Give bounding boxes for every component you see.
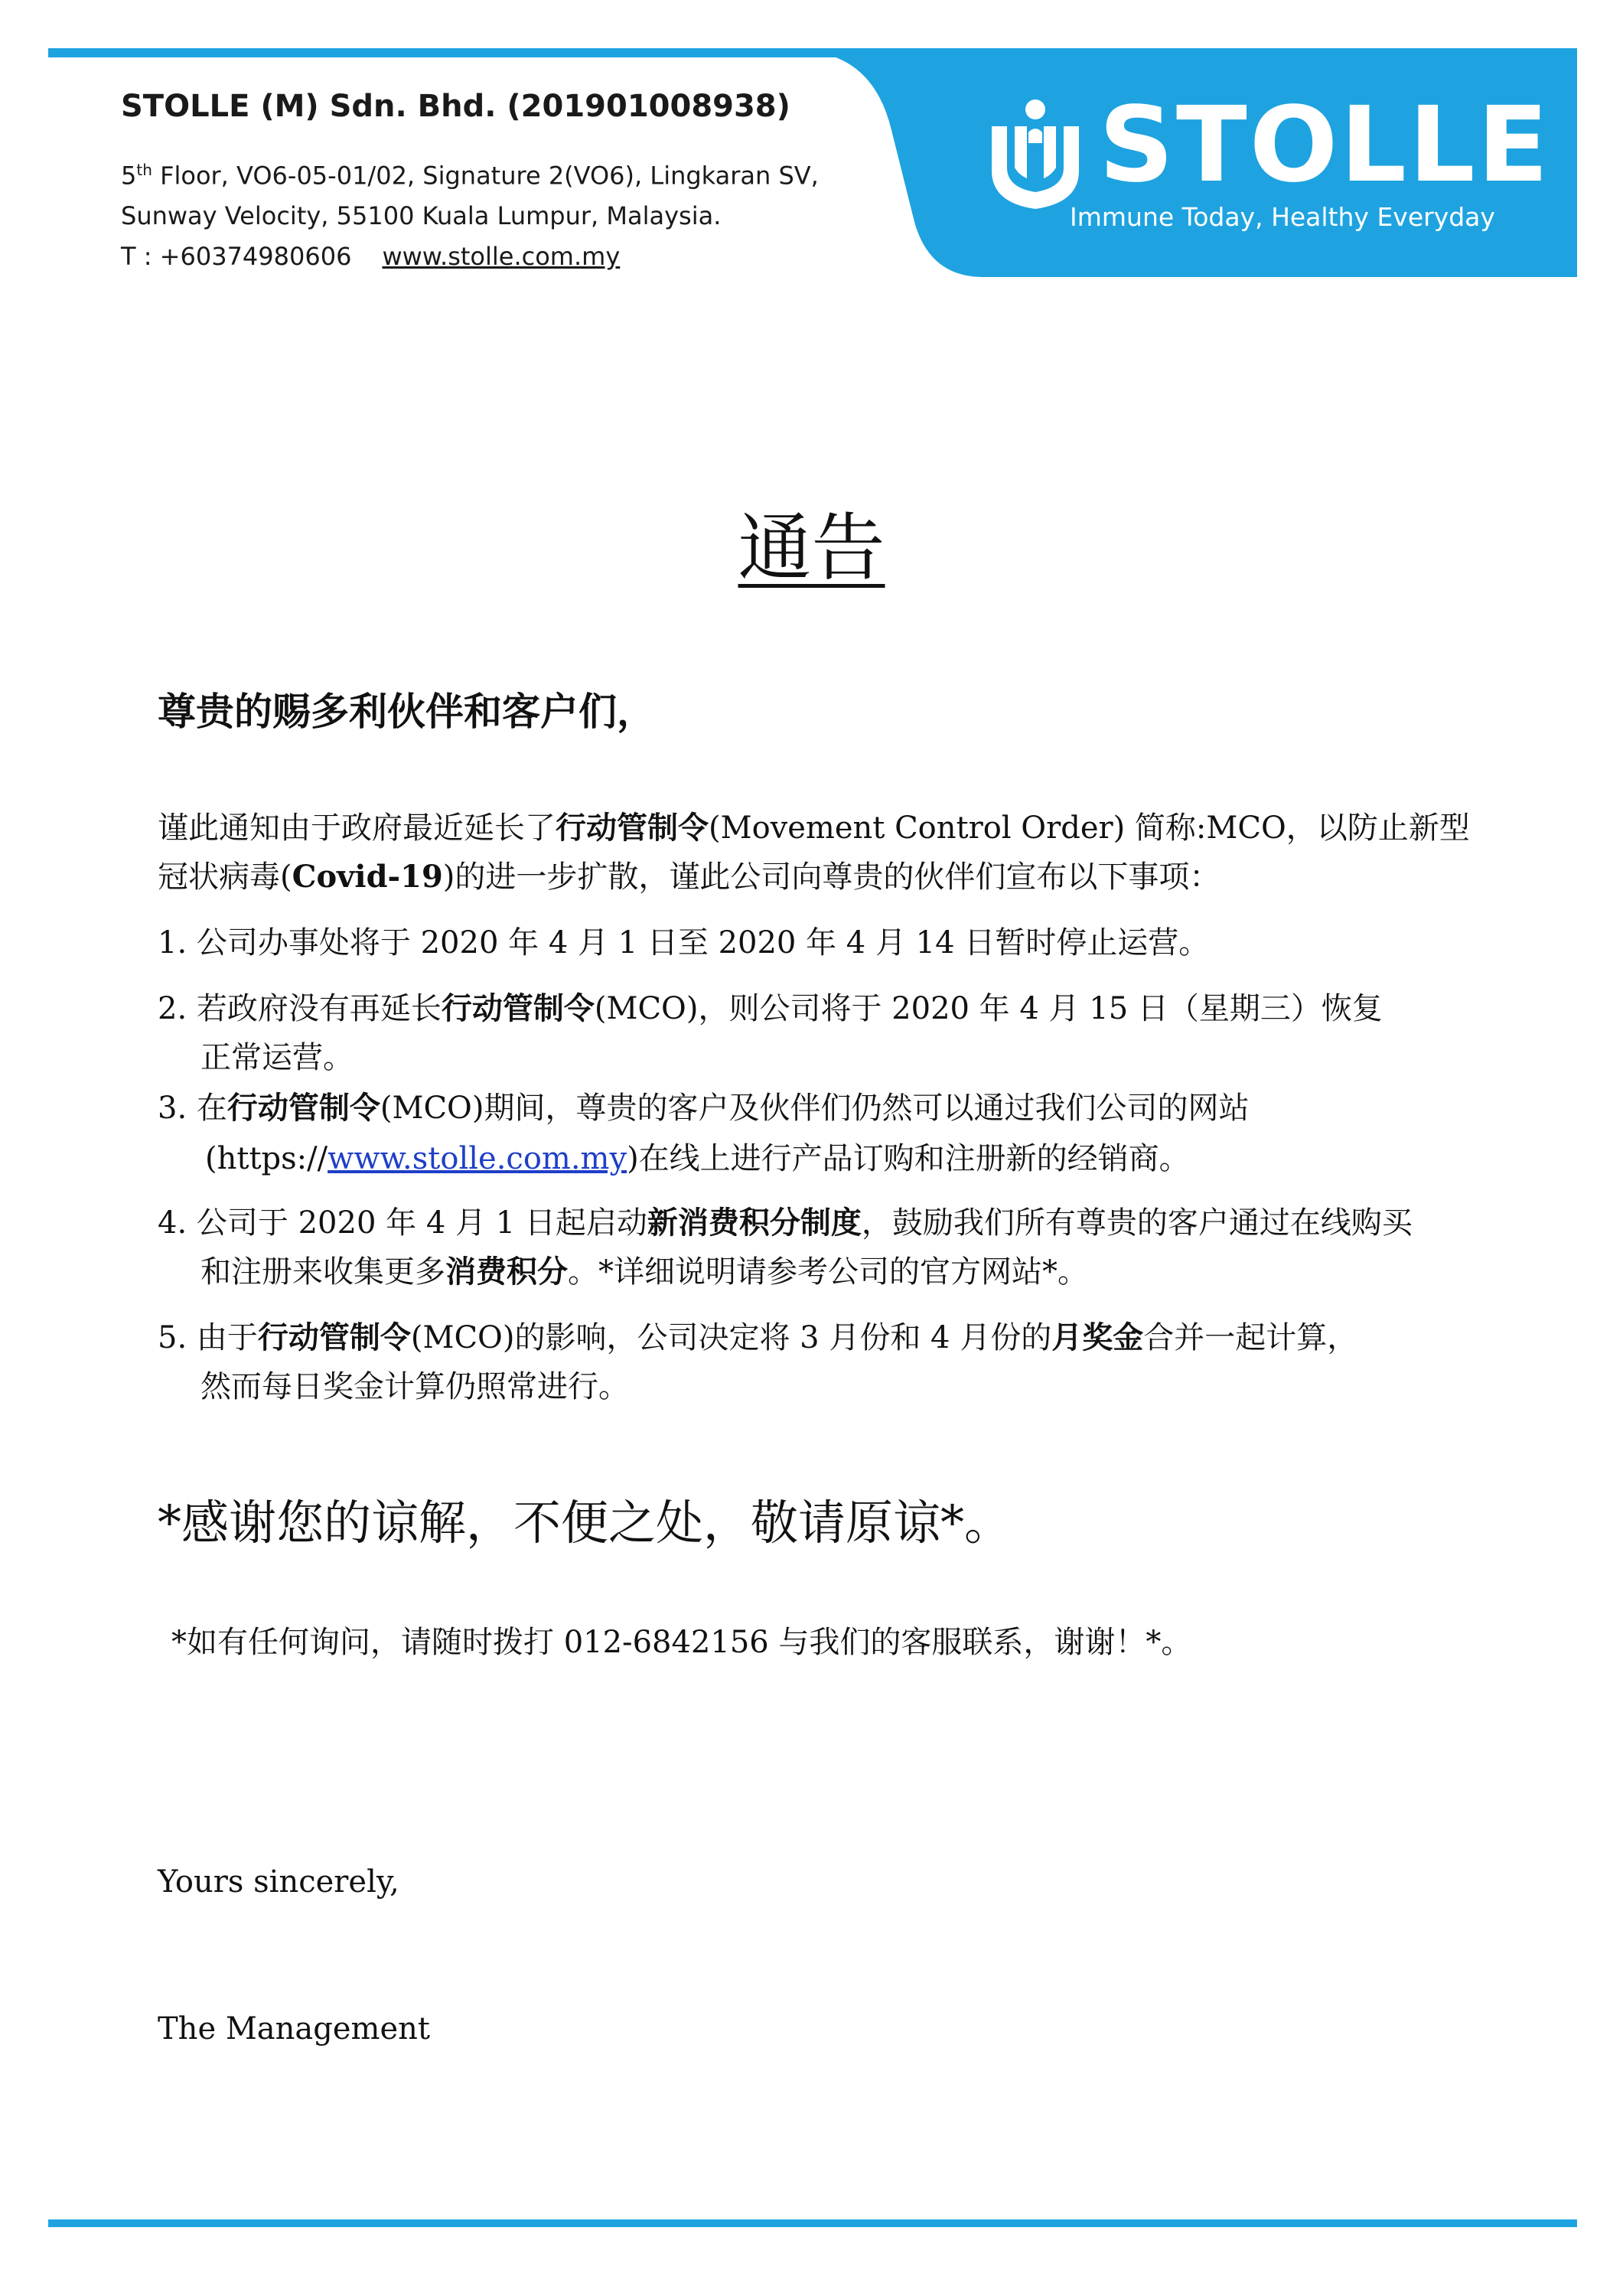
list-item-4-continued: 和注册来收集更多消费积分。*详细说明请参考公司的官方网站*。 bbox=[200, 1254, 1088, 1290]
company-address-line2: Sunway Velocity, 55100 Kuala Lumpur, Malaysia. bbox=[121, 201, 722, 230]
logo-wordmark: STOLLE bbox=[1099, 85, 1551, 206]
list-item-4: 4. 公司于 2020 年 4 月 1 日起启动新消费积分制度，鼓励我们所有尊贵的客户通过在线购买 bbox=[158, 1205, 1413, 1241]
list-item-2: 2. 若政府没有再延长行动管制令(MCO)，则公司将于 2020 年 4 月 15 日（星期三）恢复 bbox=[158, 990, 1383, 1026]
signature: The Management bbox=[158, 2011, 430, 2047]
thanks-note: *感谢您的谅解，不便之处，敬请原谅*。 bbox=[158, 1495, 1012, 1551]
intro-line-2: 冠状病毒(Covid-19)的进一步扩散，谨此公司向尊贵的伙伴们宣布以下事项： bbox=[158, 859, 1221, 895]
salutation: 尊贵的赐多利伙伴和客户们， bbox=[158, 689, 655, 734]
company-name: STOLLE (M) Sdn. Bhd. (201901008938) bbox=[121, 89, 790, 124]
company-website-link[interactable]: www.stolle.com.my bbox=[382, 242, 621, 271]
company-address-line1: 5th Floor, VO6-05-01/02, Signature 2(VO6), Lingkaran SV, bbox=[121, 161, 819, 191]
intro-line-1: 谨此通知由于政府最近延长了行动管制令(Movement Control Order) 简称:MCO，以防止新型 bbox=[158, 810, 1470, 846]
list-item-2-continued: 正常运营。 bbox=[200, 1040, 354, 1075]
stolle-shield-icon bbox=[984, 97, 1087, 209]
closing: Yours sincerely, bbox=[158, 1864, 399, 1900]
footer-rule bbox=[48, 2219, 1577, 2227]
company-contact bbox=[121, 242, 620, 271]
list-item-1: 1. 公司办事处将于 2020 年 4 月 1 日至 2020 年 4 月 14 日暂时停止运营。 bbox=[158, 925, 1210, 960]
list-item-3: 3. 在行动管制令(MCO)期间，尊贵的客户及伙伴们仍然可以通过我们公司的网站 bbox=[158, 1090, 1250, 1126]
enquiry-note: *如有任何询问，请随时拨打 012-6842156 与我们的客服联系，谢谢！*。 bbox=[171, 1625, 1192, 1660]
list-item-5-continued: 然而每日奖金计算仍照常进行。 bbox=[200, 1369, 629, 1404]
website-link[interactable]: www.stolle.com.my bbox=[328, 1141, 627, 1176]
list-item-5: 5. 由于行动管制令(MCO)的影响，公司决定将 3 月份和 4 月份的月奖金合并一起计算， bbox=[158, 1319, 1358, 1355]
logo-tagline: Immune Today, Healthy Everyday bbox=[1070, 202, 1495, 232]
list-item-3-continued: (https://www.stolle.com.my)在线上进行产品订购和注册新的经销商。 bbox=[205, 1141, 1190, 1176]
company-phone: T : +60374980606 bbox=[121, 242, 352, 271]
notice-title: 通告 bbox=[738, 505, 885, 591]
